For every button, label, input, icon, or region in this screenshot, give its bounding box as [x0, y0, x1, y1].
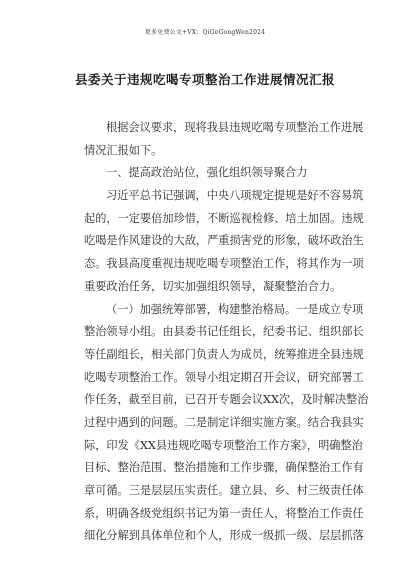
section-heading: 一、提高政治站位，强化组织领导聚合力	[106, 166, 308, 180]
paragraph-line: 章可循。三是层层压实责任。建立县、乡、村三级责任体	[84, 484, 364, 497]
paragraph-line: 根据会议要求，现将我县违规吃喝专项整治工作进展	[106, 121, 364, 134]
document-title: 县委关于违规吃喝专项整治工作进展情况汇报	[74, 72, 335, 87]
paragraph-line: 吃喝是作风建设的大敌，严重损害党的形象，破坏政治生	[84, 234, 364, 248]
paragraph-line: 际，印发《XX县违规吃喝专项整治工作方案》，明确整治	[84, 438, 363, 452]
paragraph-line: （一）加强统筹部署，构建整治格局。一是成立专项	[106, 302, 364, 316]
paragraph-line: 情况汇报如下。	[84, 143, 163, 157]
paragraph-line: 过程中遇到的问题。二是制定详细实施方案。结合我县实	[84, 415, 364, 429]
paragraph-line: 重要政治任务，切实加强组织领导，凝聚整治合力。	[84, 279, 342, 293]
paragraph-line: 细化分解到具体单位和个人，形成一级抓一级、层层抓落	[84, 529, 364, 543]
paragraph-line: 系，明确各级党组织书记为第一责任人，将整治工作责任	[84, 506, 364, 520]
paragraph-line: 态。我县高度重视违规吃喝专项整治工作，将其作为一项	[84, 257, 364, 271]
paragraph-line: 作任务，截至目前，已召开专题会议XX次，及时解决整治	[84, 393, 369, 407]
paragraph-line: 吃喝专项整治工作。领导小组定期召开会议，研究部署工	[84, 370, 364, 384]
paragraph-line: 目标、整治范围、整治措施和工作步骤，确保整治工作有	[84, 461, 364, 475]
paragraph-line: 整治领导小组。由县委书记任组长，纪委书记、组织部长	[84, 325, 364, 339]
paragraph-line: 等任副组长，相关部门负责人为成员，统筹推进全县违规	[84, 347, 364, 361]
paragraph-line: 起的，一定要倍加珍惜，不断巡视检修、培土加固。违规	[84, 211, 364, 225]
document-body	[84, 117, 369, 548]
header-note: 更多免费公文+VX：QiGeGongWen2024	[144, 29, 266, 36]
paragraph-line: 习近平总书记强调，中央八项规定提规是好不容易筑	[106, 189, 364, 203]
